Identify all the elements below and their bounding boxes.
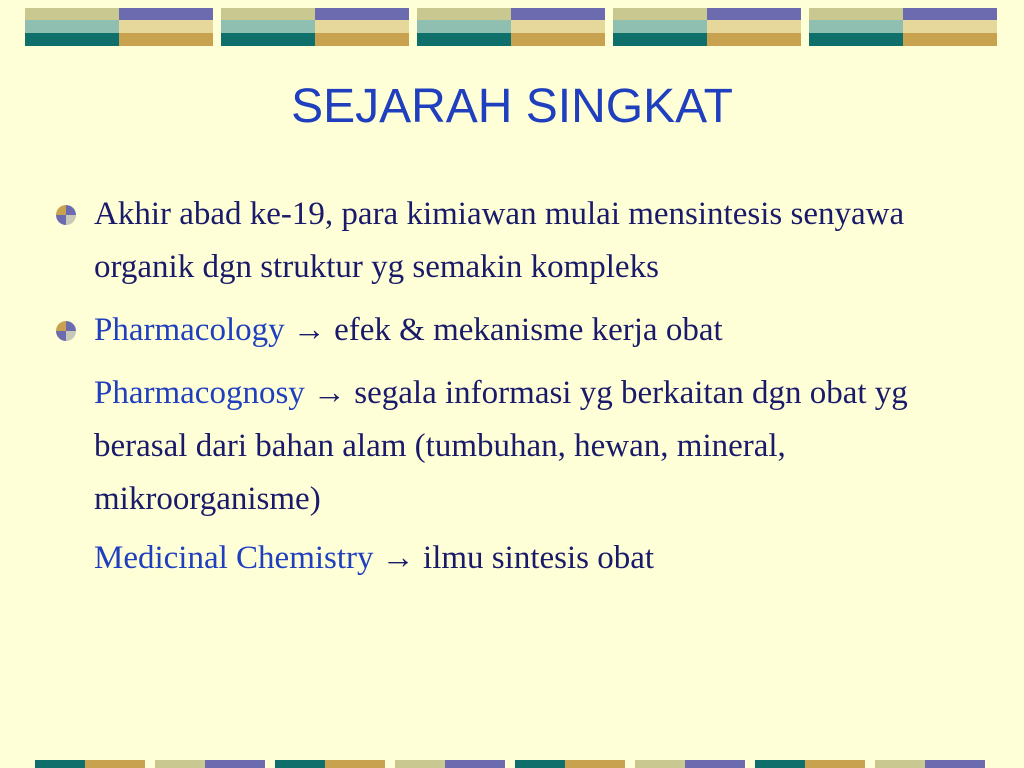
decorative-tile	[221, 8, 409, 46]
decorative-tile	[25, 8, 213, 46]
top-decorative-band	[25, 8, 999, 46]
bullet-text: Akhir abad ke-19, para kimiawan mulai mensintesis senyawa organik dgn struktur yg semakin kompleks	[94, 196, 905, 285]
term-label: Pharmacognosy	[94, 375, 305, 411]
quartered-sphere-bullet-icon	[55, 204, 77, 226]
term-label: Pharmacology	[94, 312, 285, 348]
decorative-tile	[417, 8, 605, 46]
arrow-icon: →	[381, 540, 415, 576]
bullet-item	[55, 304, 975, 357]
bottom-decorative-band	[35, 760, 985, 768]
arrow-icon: →	[313, 375, 347, 411]
term-label: Medicinal Chemistry	[94, 540, 374, 576]
bullet-item	[55, 188, 975, 294]
quartered-sphere-bullet-icon	[55, 320, 77, 342]
continuation-item	[55, 532, 975, 585]
bullet-text: ilmu sintesis obat	[423, 540, 655, 576]
bullet-text: efek & mekanisme kerja obat	[334, 312, 723, 348]
bullet-text: segala informasi yg berkaitan dgn obat yg berasal dari bahan alam (tumbuhan, hewan, mineral, mikroorganisme)	[94, 375, 908, 517]
bullet-list	[55, 188, 975, 591]
decorative-tile	[809, 8, 997, 46]
decorative-tile	[613, 8, 801, 46]
slide-title: SEJARAH SINGKAT	[291, 80, 733, 133]
continuation-item	[55, 367, 975, 526]
arrow-icon: →	[292, 312, 326, 348]
